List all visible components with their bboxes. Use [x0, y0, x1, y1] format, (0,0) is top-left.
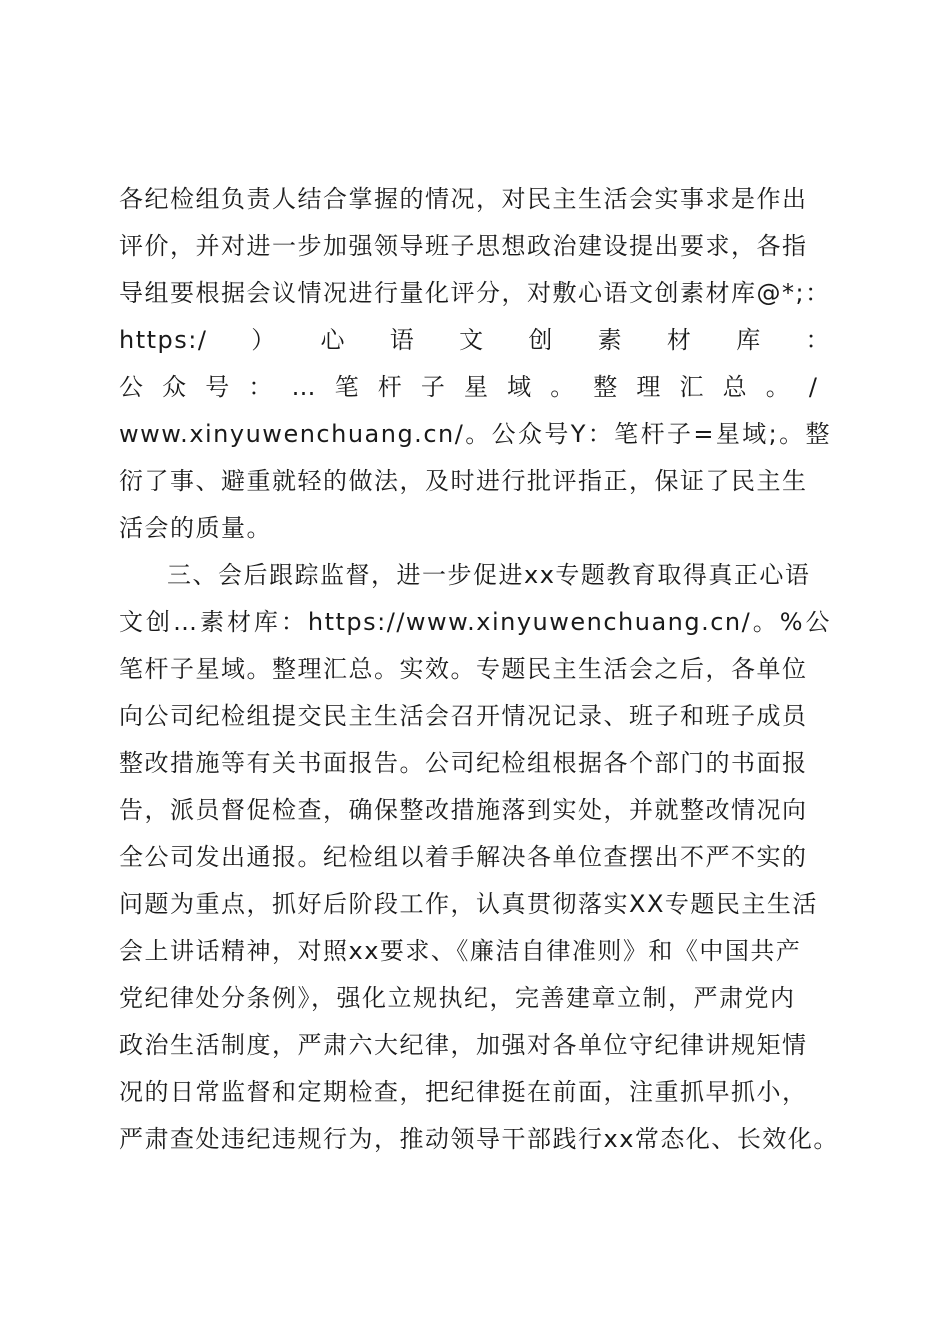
- text-line-1: 各纪检组负责人结合掌握的情况，对民主生活会实事求是作出: [119, 185, 808, 213]
- text-line-6: www.xinyuwenchuang.cn/。公众号Y：笔杆子=星域;。整: [119, 420, 831, 448]
- section-three-heading-line: 三、会后跟踪监督，进一步促进xx专题教育取得真正心语: [167, 561, 811, 589]
- text-line-12: 向公司纪检组提交民主生活会召开情况记录、班子和班子成员: [119, 702, 808, 730]
- text-line-20: 况的日常监督和定期检查，把纪律挺在前面，注重抓早抓小，: [119, 1078, 808, 1106]
- text-line-7: 衍了事、避重就轻的做法，及时进行批评指正，保证了民主生: [119, 467, 808, 495]
- text-line-21: 严肃查处违纪违规行为，推动领导干部践行xx常态化、长效化。: [119, 1125, 839, 1153]
- text-line-5: 公众号：…笔杆子星域。整理汇总。/: [119, 373, 831, 401]
- text-line-2: 评价，并对进一步加强领导班子思想政治建设提出要求，各指: [119, 232, 808, 260]
- text-line-4: https:/）心语文创素材库：: [119, 326, 831, 354]
- text-line-3: 导组要根据会议情况进行量化评分，对敷心语文创素材库@*;：: [119, 279, 831, 307]
- text-line-15: 全公司发出通报。纪检组以着手解决各单位查摆出不严不实的: [119, 843, 808, 871]
- text-line-16: 问题为重点，抓好后阶段工作，认真贯彻落实XX专题民主生活: [119, 890, 818, 918]
- text-line-11: 笔杆子星域。整理汇总。实效。专题民主生活会之后，各单位: [119, 655, 808, 683]
- text-line-19: 政治生活制度，严肃六大纪律，加强对各单位守纪律讲规矩情: [119, 1031, 808, 1059]
- text-line-17: 会上讲话精神，对照xx要求、《廉洁自律准则》和《中国共产: [119, 937, 802, 965]
- document-body: [119, 176, 839, 1163]
- text-line-13: 整改措施等有关书面报告。公司纪检组根据各个部门的书面报: [119, 749, 808, 777]
- text-line-18: 党纪律处分条例》，强化立规执纪，完善建章立制，严肃党内: [119, 984, 796, 1012]
- text-line-14: 告，派员督促检查，确保整改措施落到实处，并就整改情况向: [119, 796, 808, 824]
- text-line-8: 活会的质量。: [119, 514, 272, 542]
- text-line-10: 文创…素材库：https://www.xinyuwenchuang.cn/。%公: [119, 608, 831, 636]
